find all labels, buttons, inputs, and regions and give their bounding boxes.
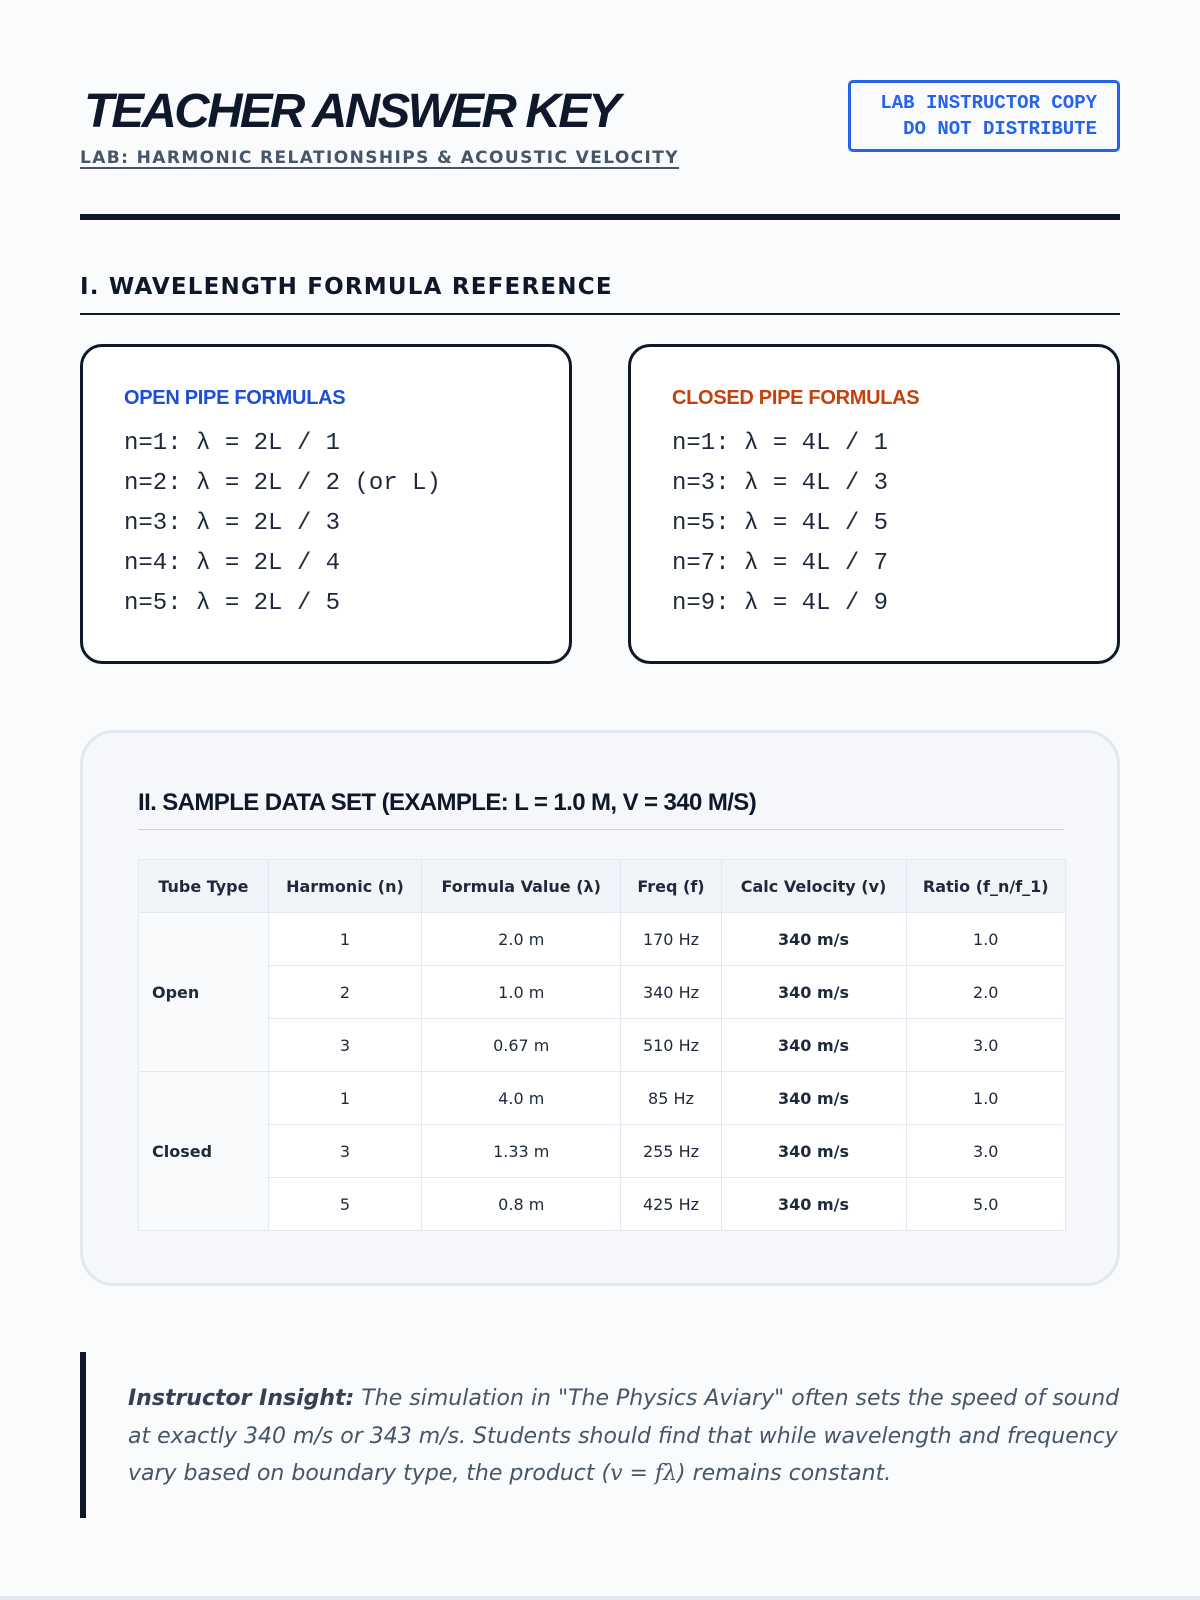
ratio-cell: 2.0 — [906, 966, 1065, 1019]
column-header: Tube Type — [139, 860, 269, 913]
instructor-copy-stamp — [848, 80, 1120, 152]
column-header: Formula Value (λ) — [422, 860, 621, 913]
stamp-line-1: LAB INSTRUCTOR COPY — [880, 92, 1097, 114]
table-header-row — [139, 860, 1066, 913]
harmonic-cell: 1 — [268, 1072, 421, 1125]
closed-formula-line: n=5: λ = 4L / 5 — [672, 510, 889, 537]
closed-pipe-heading: CLOSED PIPE FORMULAS — [672, 387, 920, 409]
wavelength-cell: 0.8 m — [422, 1178, 621, 1231]
sample-data-panel — [80, 730, 1120, 1286]
insight-text: The simulation in "The Physics Aviary" often sets the speed of sound at exactly 340 m/s or 343 m/s. Students should find that while wavelength and frequency vary based on boundary type, the product ( — [128, 1386, 1120, 1486]
table-row — [139, 913, 1066, 966]
frequency-cell: 425 Hz — [621, 1178, 721, 1231]
tube-type-cell: Open — [139, 913, 269, 1072]
table-row — [139, 1178, 1066, 1231]
velocity-cell: 340 m/s — [721, 1178, 906, 1231]
table-row — [139, 1125, 1066, 1178]
ratio-cell: 3.0 — [906, 1125, 1065, 1178]
section-2-divider — [138, 829, 1064, 830]
closed-formula-line: n=1: λ = 4L / 1 — [672, 430, 889, 457]
column-header: Ratio (f_n/f_1) — [906, 860, 1065, 913]
frequency-cell: 170 Hz — [621, 913, 721, 966]
frequency-cell: 510 Hz — [621, 1019, 721, 1072]
stamp-line-2: DO NOT DISTRIBUTE — [903, 118, 1097, 140]
section-1-divider — [80, 313, 1120, 315]
velocity-cell: 340 m/s — [721, 1019, 906, 1072]
lab-subtitle: LAB: HARMONIC RELATIONSHIPS & ACOUSTIC VELOCITY — [80, 148, 679, 168]
column-header: Harmonic (n) — [268, 860, 421, 913]
frequency-cell: 340 Hz — [621, 966, 721, 1019]
harmonic-cell: 3 — [268, 1019, 421, 1072]
open-formula-line: n=1: λ = 2L / 1 — [124, 430, 341, 457]
section-1-title: I. WAVELENGTH FORMULA REFERENCE — [80, 274, 613, 300]
closed-formula-line: n=7: λ = 4L / 7 — [672, 550, 889, 577]
velocity-cell: 340 m/s — [721, 966, 906, 1019]
harmonic-cell: 5 — [268, 1178, 421, 1231]
ratio-cell: 1.0 — [906, 1072, 1065, 1125]
ratio-cell: 1.0 — [906, 913, 1065, 966]
closed-formula-line: n=9: λ = 4L / 9 — [672, 590, 889, 617]
header-divider — [80, 214, 1120, 220]
ratio-cell: 5.0 — [906, 1178, 1065, 1231]
sample-data-table — [138, 859, 1066, 1231]
open-formula-line: n=2: λ = 2L / 2 (or L) — [124, 470, 441, 497]
wavelength-cell: 0.67 m — [422, 1019, 621, 1072]
open-formula-line: n=5: λ = 2L / 5 — [124, 590, 341, 617]
wavelength-cell: 2.0 m — [422, 913, 621, 966]
open-formula-line: n=4: λ = 2L / 4 — [124, 550, 341, 577]
velocity-cell: 340 m/s — [721, 1125, 906, 1178]
answer-key-page — [80, 0, 1120, 1600]
open-pipe-heading: OPEN PIPE FORMULAS — [124, 387, 346, 409]
table-row — [139, 1019, 1066, 1072]
insight-formula: v = fλ — [610, 1461, 678, 1486]
harmonic-cell: 1 — [268, 913, 421, 966]
page-title: TEACHER ANSWER KEY — [84, 85, 619, 138]
bottom-edge — [0, 1596, 1200, 1600]
closed-formula-line: n=3: λ = 4L / 3 — [672, 470, 889, 497]
insight-text-end: ) remains constant. — [677, 1461, 892, 1486]
wavelength-cell: 1.0 m — [422, 966, 621, 1019]
section-2-title: II. SAMPLE DATA SET (EXAMPLE: L = 1.0 M, V = 340 M/S) — [138, 789, 757, 816]
harmonic-cell: 2 — [268, 966, 421, 1019]
frequency-cell: 255 Hz — [621, 1125, 721, 1178]
open-formula-line: n=3: λ = 2L / 3 — [124, 510, 341, 537]
frequency-cell: 85 Hz — [621, 1072, 721, 1125]
column-header: Calc Velocity (v) — [721, 860, 906, 913]
wavelength-cell: 1.33 m — [422, 1125, 621, 1178]
instructor-insight — [128, 1380, 1128, 1493]
velocity-cell: 340 m/s — [721, 1072, 906, 1125]
insight-accent-bar — [80, 1352, 86, 1518]
table-row — [139, 966, 1066, 1019]
harmonic-cell: 3 — [268, 1125, 421, 1178]
insight-label: Instructor Insight: — [128, 1386, 355, 1411]
closed-pipe-card — [628, 344, 1120, 664]
table-row — [139, 1072, 1066, 1125]
velocity-cell: 340 m/s — [721, 913, 906, 966]
ratio-cell: 3.0 — [906, 1019, 1065, 1072]
tube-type-cell: Closed — [139, 1072, 269, 1231]
column-header: Freq (f) — [621, 860, 721, 913]
open-pipe-card — [80, 344, 572, 664]
wavelength-cell: 4.0 m — [422, 1072, 621, 1125]
